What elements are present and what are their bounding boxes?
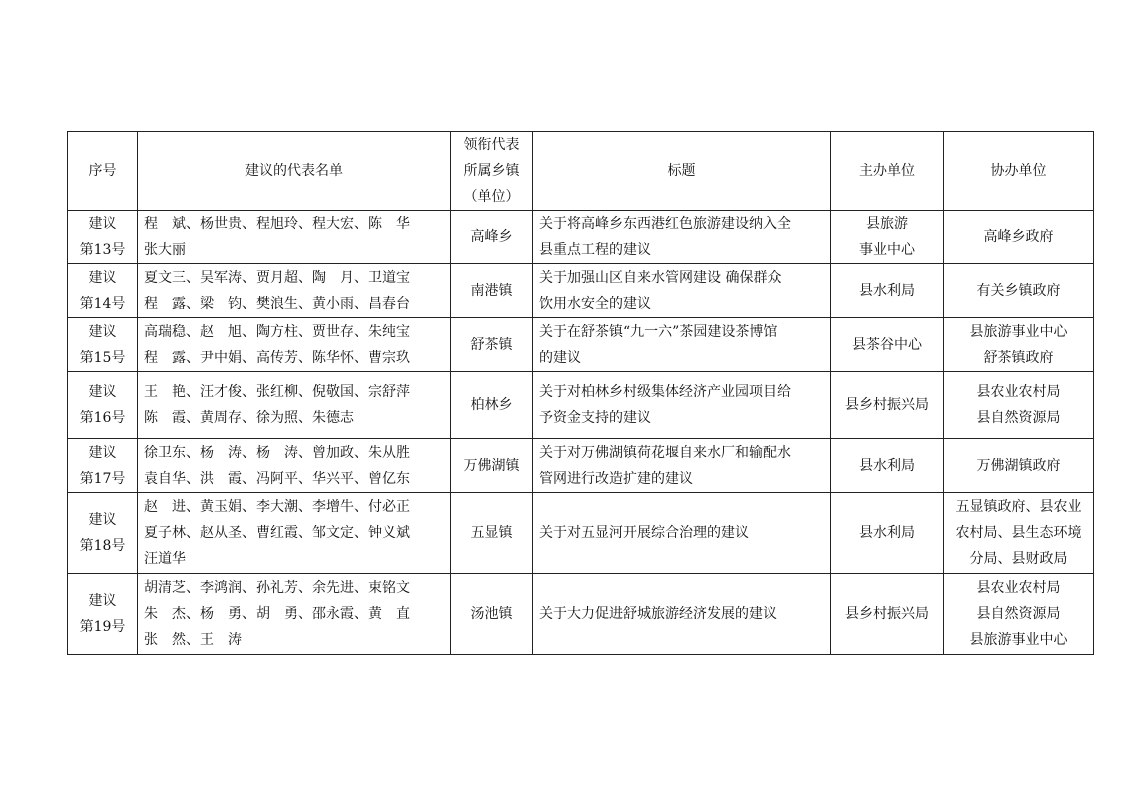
cell-host [831,574,944,655]
title-line: 关于对五显河开展综合治理的建议 [539,525,749,541]
reps-line: 程 斌、杨世贵、程旭玲、程大宏、陈 华 [144,216,410,232]
table-row [68,574,1094,655]
cell-seq [68,318,138,372]
seq-line: 第13号 [79,242,126,258]
title-line: 关于将高峰乡东西港红色旅游建设纳入全 [539,216,791,232]
cell-seq [68,372,138,439]
assist-line: 高峰乡政府 [983,229,1054,245]
cell-title [533,439,831,493]
cell-town: 南港镇 [451,264,533,318]
cell-seq [68,574,138,655]
title-line: 关于加强山区自来水管网建设 确保群众 [539,269,782,286]
cell-host [831,318,944,372]
assist-line: 县旅游事业中心 [969,323,1068,340]
cell-host [831,264,944,318]
assist-line: 五显镇政府、县农业 [955,499,1082,515]
table-row [68,211,1094,264]
seq-line: 第18号 [79,538,126,554]
assist-line: 县农业农村局 [976,580,1061,596]
cell-reps [138,574,451,655]
title-line: 予资金支持的建议 [539,410,651,426]
cell-assist [944,439,1094,493]
assist-line: 县旅游事业中心 [969,632,1068,648]
cell-title [533,318,831,372]
title-line: 关于在舒茶镇“九一六”茶园建设茶博馆 [539,323,778,340]
cell-title [533,574,831,655]
seq-line: 建议 [88,444,117,461]
reps-line: 袁自华、洪 霞、冯阿平、华兴平、曾亿东 [144,470,410,487]
seq-line: 第16号 [79,410,126,426]
cell-town: 万佛湖镇 [451,439,533,493]
header-lead-town-line: 领衔代表 [463,137,520,153]
table-header-row [68,132,1094,211]
header-host: 主办单位 [831,132,944,211]
cell-seq [68,211,138,264]
seq-line: 第17号 [79,470,126,487]
cell-host [831,211,944,264]
cell-reps [138,372,451,439]
cell-title [533,372,831,439]
seq-line: 建议 [88,384,117,400]
host-line: 县水利局 [859,525,915,541]
cell-assist [944,264,1094,318]
cell-seq [68,439,138,493]
reps-line: 高瑞稳、赵 旭、陶方柱、贾世存、朱纯宝 [144,323,410,340]
proposal-table-sheet [67,131,1093,655]
proposal-table [67,131,1094,655]
cell-host [831,439,944,493]
cell-assist [944,211,1094,264]
header-lead-town [451,132,533,211]
seq-line: 建议 [88,269,117,286]
reps-line: 夏文三、吴军涛、贾月超、陶 月、卫道宝 [144,269,410,286]
reps-line: 朱 杰、杨 勇、胡 勇、邵永霞、黄 直 [144,606,410,622]
seq-line: 建议 [88,323,117,340]
cell-host [831,493,944,574]
cell-title [533,264,831,318]
host-line: 县水利局 [859,457,915,474]
reps-line: 张 然、王 涛 [144,632,242,648]
cell-town: 柏林乡 [451,372,533,439]
cell-town: 舒茶镇 [451,318,533,372]
host-line: 县茶谷中心 [852,336,922,353]
reps-line: 赵 进、黄玉娟、李大潮、李增牛、付必正 [144,499,410,515]
reps-line: 张大丽 [144,242,186,258]
host-line: 县乡村振兴局 [845,606,929,622]
title-line: 的建议 [539,349,581,366]
reps-line: 王 艳、汪才俊、张红柳、倪敬国、宗舒萍 [144,384,410,400]
seq-line: 建议 [88,593,117,609]
title-line: 关于对柏林乡村级集体经济产业园项目给 [539,384,791,400]
seq-line: 建议 [88,512,117,528]
cell-reps [138,264,451,318]
reps-line: 陈 霞、黄周存、徐为照、朱德志 [144,410,354,426]
reps-line: 夏子林、赵从圣、曹红霞、邹文定、钟义斌 [144,525,410,541]
host-line: 县乡村振兴局 [845,397,929,413]
cell-town: 汤池镇 [451,574,533,655]
assist-line: 舒茶镇政府 [983,349,1054,366]
assist-line: 农村局、县生态环境 [955,525,1082,541]
header-reps: 建议的代表名单 [138,132,451,211]
reps-line: 汪道华 [144,551,186,567]
assist-line: 有关乡镇政府 [976,282,1061,299]
title-line: 饮用水安全的建议 [539,295,651,312]
cell-assist [944,372,1094,439]
seq-line: 第14号 [79,295,126,312]
title-line: 管网进行改造扩建的建议 [539,470,693,487]
table-row [68,439,1094,493]
header-lead-town-line: 所属乡镇 [463,163,520,179]
seq-line: 建议 [88,216,117,232]
assist-line: 县自然资源局 [976,410,1061,426]
table-row [68,318,1094,372]
cell-reps [138,439,451,493]
assist-line: 县自然资源局 [976,606,1061,622]
host-line: 事业中心 [859,242,915,258]
cell-reps [138,318,451,372]
cell-seq [68,493,138,574]
reps-line: 程 露、尹中娟、高传芳、陈华怀、曹宗玖 [144,349,410,366]
table-row [68,264,1094,318]
assist-line: 分局、县财政局 [969,551,1068,567]
title-line: 县重点工程的建议 [539,242,651,258]
table-row [68,493,1094,574]
cell-assist [944,574,1094,655]
header-assist: 协办单位 [944,132,1094,211]
title-line: 关于对万佛湖镇荷花堰自来水厂和输配水 [539,444,791,461]
host-line: 县水利局 [859,282,915,299]
cell-title [533,493,831,574]
header-lead-town-line: （单位） [463,189,520,205]
cell-town: 五显镇 [451,493,533,574]
assist-line: 县农业农村局 [976,384,1061,400]
seq-line: 第15号 [79,349,126,366]
cell-reps [138,493,451,574]
header-seq: 序号 [68,132,138,211]
title-line: 关于大力促进舒城旅游经济发展的建议 [539,606,777,622]
reps-line: 徐卫东、杨 涛、杨 涛、曾加政、朱从胜 [144,444,410,461]
reps-line: 胡清芝、李鸿润、孙礼芳、余先进、束铭文 [144,580,410,596]
cell-host [831,372,944,439]
header-title: 标题 [533,132,831,211]
cell-assist [944,493,1094,574]
host-line: 县旅游 [866,216,908,232]
cell-title [533,211,831,264]
table-row [68,372,1094,439]
cell-assist [944,318,1094,372]
cell-reps [138,211,451,264]
cell-town: 高峰乡 [451,211,533,264]
reps-line: 程 露、梁 钧、樊浪生、黄小雨、昌春台 [144,295,410,312]
cell-seq [68,264,138,318]
assist-line: 万佛湖镇政府 [976,457,1061,474]
seq-line: 第19号 [79,619,126,635]
